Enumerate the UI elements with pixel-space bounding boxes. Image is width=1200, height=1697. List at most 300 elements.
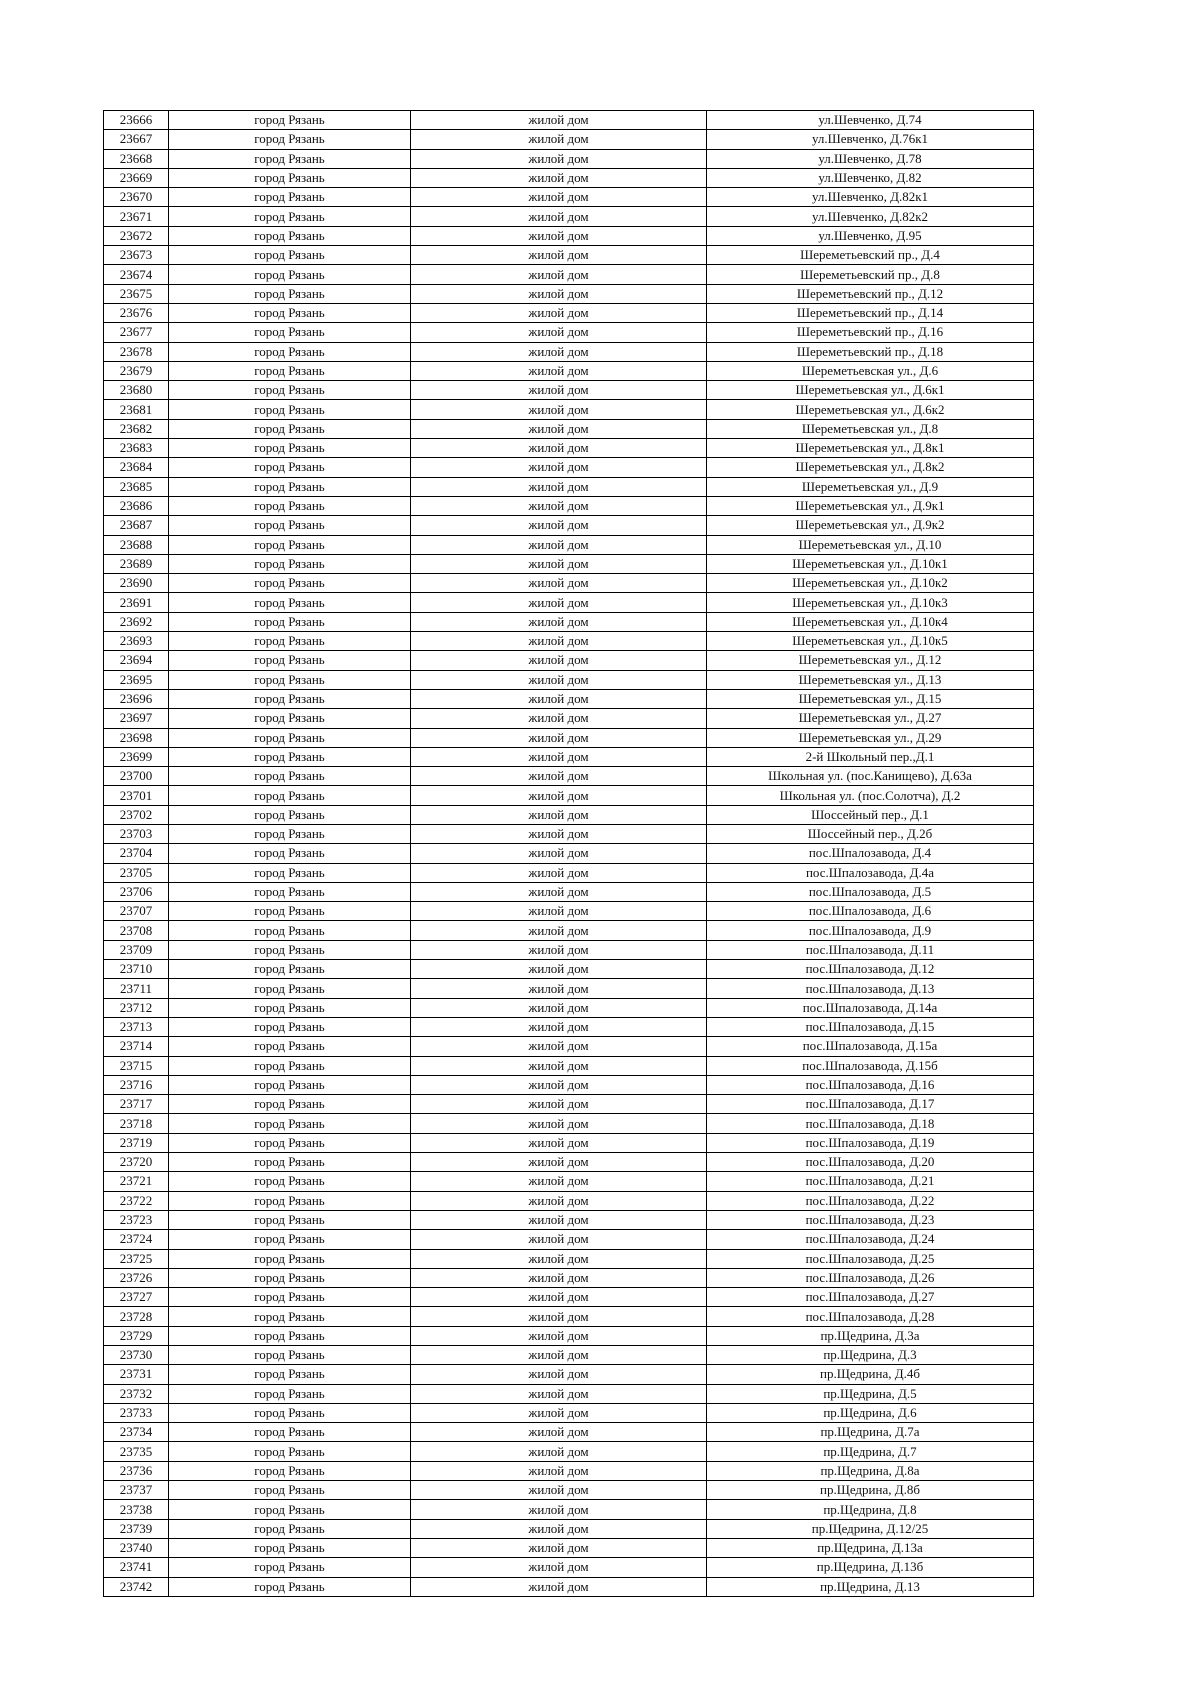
city-cell: город Рязань	[169, 1442, 411, 1461]
address-cell: Шереметьевская ул., Д.8к1	[707, 439, 1034, 458]
city-cell: город Рязань	[169, 593, 411, 612]
address-cell: ул.Шевченко, Д.82к1	[707, 188, 1034, 207]
address-cell: пр.Щедрина, Д.8	[707, 1500, 1034, 1519]
registry-body	[104, 111, 1034, 1597]
table-row	[104, 902, 1034, 921]
city-cell: город Рязань	[169, 1230, 411, 1249]
object-type-cell: жилой дом	[411, 226, 707, 245]
record-number-cell: 23724	[104, 1230, 169, 1249]
object-type-cell: жилой дом	[411, 419, 707, 438]
object-type-cell: жилой дом	[411, 1384, 707, 1403]
object-type-cell: жилой дом	[411, 265, 707, 284]
table-row	[104, 940, 1034, 959]
table-row	[104, 1210, 1034, 1229]
city-cell: город Рязань	[169, 689, 411, 708]
table-row	[104, 709, 1034, 728]
city-cell: город Рязань	[169, 323, 411, 342]
address-cell: Шереметьевская ул., Д.27	[707, 709, 1034, 728]
table-row	[104, 767, 1034, 786]
address-cell: Шереметьевская ул., Д.10к4	[707, 612, 1034, 631]
record-number-cell: 23667	[104, 130, 169, 149]
city-cell: город Рязань	[169, 1153, 411, 1172]
city-cell: город Рязань	[169, 1384, 411, 1403]
table-row	[104, 612, 1034, 631]
address-cell: ул.Шевченко, Д.82	[707, 168, 1034, 187]
city-cell: город Рязань	[169, 1210, 411, 1229]
address-cell: Шереметьевская ул., Д.9к1	[707, 496, 1034, 515]
object-type-cell: жилой дом	[411, 284, 707, 303]
object-type-cell: жилой дом	[411, 882, 707, 901]
address-cell: пр.Щедрина, Д.12/25	[707, 1519, 1034, 1538]
record-number-cell: 23688	[104, 535, 169, 554]
record-number-cell: 23736	[104, 1461, 169, 1480]
city-cell: город Рязань	[169, 1346, 411, 1365]
city-cell: город Рязань	[169, 1423, 411, 1442]
table-row	[104, 188, 1034, 207]
object-type-cell: жилой дом	[411, 998, 707, 1017]
table-row	[104, 1268, 1034, 1287]
table-row	[104, 1346, 1034, 1365]
object-type-cell: жилой дом	[411, 1577, 707, 1596]
table-row	[104, 535, 1034, 554]
record-number-cell: 23711	[104, 979, 169, 998]
object-type-cell: жилой дом	[411, 554, 707, 573]
address-cell: Шереметьевская ул., Д.10к3	[707, 593, 1034, 612]
city-cell: город Рязань	[169, 728, 411, 747]
object-type-cell: жилой дом	[411, 477, 707, 496]
record-number-cell: 23706	[104, 882, 169, 901]
city-cell: город Рязань	[169, 1365, 411, 1384]
city-cell: город Рязань	[169, 1307, 411, 1326]
object-type-cell: жилой дом	[411, 168, 707, 187]
object-type-cell: жилой дом	[411, 1210, 707, 1229]
address-cell: пос.Шпалозавода, Д.18	[707, 1114, 1034, 1133]
object-type-cell: жилой дом	[411, 1403, 707, 1422]
city-cell: город Рязань	[169, 882, 411, 901]
city-cell: город Рязань	[169, 805, 411, 824]
address-cell: Шереметьевская ул., Д.8	[707, 419, 1034, 438]
table-row	[104, 1172, 1034, 1191]
object-type-cell: жилой дом	[411, 1075, 707, 1094]
city-cell: город Рязань	[169, 709, 411, 728]
record-number-cell: 23684	[104, 458, 169, 477]
address-cell: ул.Шевченко, Д.76к1	[707, 130, 1034, 149]
record-number-cell: 23703	[104, 824, 169, 843]
record-number-cell: 23685	[104, 477, 169, 496]
table-row	[104, 998, 1034, 1017]
city-cell: город Рязань	[169, 496, 411, 515]
record-number-cell: 23732	[104, 1384, 169, 1403]
object-type-cell: жилой дом	[411, 728, 707, 747]
table-row	[104, 226, 1034, 245]
object-type-cell: жилой дом	[411, 574, 707, 593]
object-type-cell: жилой дом	[411, 1114, 707, 1133]
city-cell: город Рязань	[169, 1017, 411, 1036]
object-type-cell: жилой дом	[411, 979, 707, 998]
address-cell: пос.Шпалозавода, Д.19	[707, 1133, 1034, 1152]
address-cell: пр.Щедрина, Д.5	[707, 1384, 1034, 1403]
table-row	[104, 1500, 1034, 1519]
record-number-cell: 23676	[104, 303, 169, 322]
table-row	[104, 1017, 1034, 1036]
address-cell: пр.Щедрина, Д.7а	[707, 1423, 1034, 1442]
city-cell: город Рязань	[169, 1114, 411, 1133]
city-cell: город Рязань	[169, 767, 411, 786]
table-row	[104, 149, 1034, 168]
object-type-cell: жилой дом	[411, 1442, 707, 1461]
table-row	[104, 805, 1034, 824]
record-number-cell: 23692	[104, 612, 169, 631]
city-cell: город Рязань	[169, 1249, 411, 1268]
object-type-cell: жилой дом	[411, 844, 707, 863]
address-cell: ул.Шевченко, Д.82к2	[707, 207, 1034, 226]
record-number-cell: 23679	[104, 361, 169, 380]
record-number-cell: 23718	[104, 1114, 169, 1133]
address-cell: пр.Щедрина, Д.8б	[707, 1481, 1034, 1500]
city-cell: город Рязань	[169, 786, 411, 805]
city-cell: город Рязань	[169, 632, 411, 651]
object-type-cell: жилой дом	[411, 516, 707, 535]
record-number-cell: 23687	[104, 516, 169, 535]
city-cell: город Рязань	[169, 535, 411, 554]
address-cell: Шереметьевская ул., Д.13	[707, 670, 1034, 689]
record-number-cell: 23731	[104, 1365, 169, 1384]
object-type-cell: жилой дом	[411, 689, 707, 708]
address-cell: пос.Шпалозавода, Д.16	[707, 1075, 1034, 1094]
record-number-cell: 23728	[104, 1307, 169, 1326]
table-row	[104, 1384, 1034, 1403]
object-type-cell: жилой дом	[411, 670, 707, 689]
record-number-cell: 23696	[104, 689, 169, 708]
object-type-cell: жилой дом	[411, 1307, 707, 1326]
object-type-cell: жилой дом	[411, 1423, 707, 1442]
address-cell: пос.Шпалозавода, Д.28	[707, 1307, 1034, 1326]
record-number-cell: 23713	[104, 1017, 169, 1036]
table-row	[104, 342, 1034, 361]
record-number-cell: 23738	[104, 1500, 169, 1519]
record-number-cell: 23693	[104, 632, 169, 651]
object-type-cell: жилой дом	[411, 1153, 707, 1172]
address-cell: пос.Шпалозавода, Д.14а	[707, 998, 1034, 1017]
address-cell: ул.Шевченко, Д.95	[707, 226, 1034, 245]
address-cell: пос.Шпалозавода, Д.26	[707, 1268, 1034, 1287]
record-number-cell: 23734	[104, 1423, 169, 1442]
address-cell: Шереметьевская ул., Д.6	[707, 361, 1034, 380]
record-number-cell: 23686	[104, 496, 169, 515]
object-type-cell: жилой дом	[411, 1326, 707, 1345]
city-cell: город Рязань	[169, 1519, 411, 1538]
object-type-cell: жилой дом	[411, 786, 707, 805]
city-cell: город Рязань	[169, 1461, 411, 1480]
object-type-cell: жилой дом	[411, 303, 707, 322]
record-number-cell: 23739	[104, 1519, 169, 1538]
record-number-cell: 23689	[104, 554, 169, 573]
table-row	[104, 593, 1034, 612]
address-cell: пос.Шпалозавода, Д.25	[707, 1249, 1034, 1268]
table-row	[104, 1249, 1034, 1268]
address-cell: пос.Шпалозавода, Д.24	[707, 1230, 1034, 1249]
record-number-cell: 23719	[104, 1133, 169, 1152]
address-cell: пос.Шпалозавода, Д.15	[707, 1017, 1034, 1036]
record-number-cell: 23682	[104, 419, 169, 438]
table-row	[104, 844, 1034, 863]
table-row	[104, 1577, 1034, 1596]
object-type-cell: жилой дом	[411, 381, 707, 400]
table-row	[104, 458, 1034, 477]
object-type-cell: жилой дом	[411, 805, 707, 824]
city-cell: город Рязань	[169, 863, 411, 882]
address-cell: Шереметьевская ул., Д.15	[707, 689, 1034, 708]
table-row	[104, 670, 1034, 689]
address-cell: Школьная ул. (пос.Канищево), Д.63а	[707, 767, 1034, 786]
object-type-cell: жилой дом	[411, 1538, 707, 1557]
record-number-cell: 23670	[104, 188, 169, 207]
object-type-cell: жилой дом	[411, 921, 707, 940]
city-cell: город Рязань	[169, 1558, 411, 1577]
city-cell: город Рязань	[169, 1056, 411, 1075]
table-row	[104, 1191, 1034, 1210]
table-row	[104, 477, 1034, 496]
table-row	[104, 303, 1034, 322]
address-cell: Шереметьевская ул., Д.29	[707, 728, 1034, 747]
object-type-cell: жилой дом	[411, 1288, 707, 1307]
record-number-cell: 23683	[104, 439, 169, 458]
object-type-cell: жилой дом	[411, 1017, 707, 1036]
address-cell: пос.Шпалозавода, Д.27	[707, 1288, 1034, 1307]
object-type-cell: жилой дом	[411, 960, 707, 979]
record-number-cell: 23697	[104, 709, 169, 728]
address-cell: пос.Шпалозавода, Д.11	[707, 940, 1034, 959]
table-row	[104, 1558, 1034, 1577]
record-number-cell: 23668	[104, 149, 169, 168]
table-row	[104, 554, 1034, 573]
city-cell: город Рязань	[169, 747, 411, 766]
address-cell: Шоссейный пер., Д.2б	[707, 824, 1034, 843]
object-type-cell: жилой дом	[411, 188, 707, 207]
object-type-cell: жилой дом	[411, 149, 707, 168]
table-row	[104, 1403, 1034, 1422]
address-cell: пос.Шпалозавода, Д.15а	[707, 1037, 1034, 1056]
object-type-cell: жилой дом	[411, 458, 707, 477]
table-row	[104, 747, 1034, 766]
object-type-cell: жилой дом	[411, 1461, 707, 1480]
object-type-cell: жилой дом	[411, 1268, 707, 1287]
city-cell: город Рязань	[169, 149, 411, 168]
record-number-cell: 23690	[104, 574, 169, 593]
table-row	[104, 1423, 1034, 1442]
object-type-cell: жилой дом	[411, 940, 707, 959]
address-cell: Шереметьевская ул., Д.10к1	[707, 554, 1034, 573]
record-number-cell: 23717	[104, 1095, 169, 1114]
table-row	[104, 1288, 1034, 1307]
table-row	[104, 1230, 1034, 1249]
record-number-cell: 23741	[104, 1558, 169, 1577]
address-cell: Шереметьевская ул., Д.9к2	[707, 516, 1034, 535]
address-registry-table	[103, 110, 1034, 1597]
object-type-cell: жилой дом	[411, 632, 707, 651]
address-cell: Шереметьевская ул., Д.10к5	[707, 632, 1034, 651]
city-cell: город Рязань	[169, 1403, 411, 1422]
city-cell: город Рязань	[169, 207, 411, 226]
city-cell: город Рязань	[169, 554, 411, 573]
table-row	[104, 496, 1034, 515]
city-cell: город Рязань	[169, 1538, 411, 1557]
record-number-cell: 23725	[104, 1249, 169, 1268]
address-cell: Шереметьевский пр., Д.4	[707, 246, 1034, 265]
table-row	[104, 824, 1034, 843]
table-row	[104, 1133, 1034, 1152]
object-type-cell: жилой дом	[411, 824, 707, 843]
city-cell: город Рязань	[169, 226, 411, 245]
object-type-cell: жилой дом	[411, 130, 707, 149]
address-cell: Шоссейный пер., Д.1	[707, 805, 1034, 824]
table-row	[104, 632, 1034, 651]
object-type-cell: жилой дом	[411, 246, 707, 265]
address-cell: Шереметьевская ул., Д.8к2	[707, 458, 1034, 477]
city-cell: город Рязань	[169, 284, 411, 303]
record-number-cell: 23700	[104, 767, 169, 786]
record-number-cell: 23721	[104, 1172, 169, 1191]
record-number-cell: 23698	[104, 728, 169, 747]
address-cell: пр.Щедрина, Д.8а	[707, 1461, 1034, 1480]
record-number-cell: 23716	[104, 1075, 169, 1094]
table-row	[104, 381, 1034, 400]
record-number-cell: 23674	[104, 265, 169, 284]
record-number-cell: 23722	[104, 1191, 169, 1210]
object-type-cell: жилой дом	[411, 207, 707, 226]
city-cell: город Рязань	[169, 1481, 411, 1500]
city-cell: город Рязань	[169, 844, 411, 863]
table-row	[104, 168, 1034, 187]
address-cell: ул.Шевченко, Д.78	[707, 149, 1034, 168]
address-cell: Шереметьевский пр., Д.8	[707, 265, 1034, 284]
record-number-cell: 23702	[104, 805, 169, 824]
record-number-cell: 23691	[104, 593, 169, 612]
record-number-cell: 23729	[104, 1326, 169, 1345]
object-type-cell: жилой дом	[411, 1230, 707, 1249]
table-row	[104, 265, 1034, 284]
city-cell: город Рязань	[169, 1075, 411, 1094]
object-type-cell: жилой дом	[411, 1558, 707, 1577]
city-cell: город Рязань	[169, 1268, 411, 1287]
address-cell: пр.Щедрина, Д.6	[707, 1403, 1034, 1422]
record-number-cell: 23714	[104, 1037, 169, 1056]
record-number-cell: 23708	[104, 921, 169, 940]
object-type-cell: жилой дом	[411, 902, 707, 921]
table-row	[104, 786, 1034, 805]
record-number-cell: 23694	[104, 651, 169, 670]
address-cell: пр.Щедрина, Д.4б	[707, 1365, 1034, 1384]
table-row	[104, 361, 1034, 380]
record-number-cell: 23701	[104, 786, 169, 805]
address-cell: Шереметьевский пр., Д.18	[707, 342, 1034, 361]
city-cell: город Рязань	[169, 381, 411, 400]
table-row	[104, 979, 1034, 998]
table-row	[104, 1519, 1034, 1538]
record-number-cell: 23737	[104, 1481, 169, 1500]
table-row	[104, 1442, 1034, 1461]
record-number-cell: 23723	[104, 1210, 169, 1229]
table-row	[104, 130, 1034, 149]
table-row	[104, 863, 1034, 882]
table-row	[104, 439, 1034, 458]
city-cell: город Рязань	[169, 361, 411, 380]
record-number-cell: 23673	[104, 246, 169, 265]
record-number-cell: 23712	[104, 998, 169, 1017]
city-cell: город Рязань	[169, 516, 411, 535]
table-row	[104, 651, 1034, 670]
object-type-cell: жилой дом	[411, 1365, 707, 1384]
city-cell: город Рязань	[169, 1500, 411, 1519]
address-cell: Школьная ул. (пос.Солотча), Д.2	[707, 786, 1034, 805]
record-number-cell: 23715	[104, 1056, 169, 1075]
city-cell: город Рязань	[169, 419, 411, 438]
address-cell: Шереметьевская ул., Д.10к2	[707, 574, 1034, 593]
record-number-cell: 23678	[104, 342, 169, 361]
object-type-cell: жилой дом	[411, 1133, 707, 1152]
table-row	[104, 1481, 1034, 1500]
object-type-cell: жилой дом	[411, 1500, 707, 1519]
object-type-cell: жилой дом	[411, 593, 707, 612]
city-cell: город Рязань	[169, 1191, 411, 1210]
city-cell: город Рязань	[169, 979, 411, 998]
address-cell: пос.Шпалозавода, Д.20	[707, 1153, 1034, 1172]
city-cell: город Рязань	[169, 477, 411, 496]
table-row	[104, 1461, 1034, 1480]
city-cell: город Рязань	[169, 168, 411, 187]
address-cell: Шереметьевская ул., Д.6к2	[707, 400, 1034, 419]
object-type-cell: жилой дом	[411, 342, 707, 361]
city-cell: город Рязань	[169, 1095, 411, 1114]
city-cell: город Рязань	[169, 303, 411, 322]
object-type-cell: жилой дом	[411, 361, 707, 380]
table-row	[104, 574, 1034, 593]
city-cell: город Рязань	[169, 1326, 411, 1345]
address-cell: пр.Щедрина, Д.13б	[707, 1558, 1034, 1577]
city-cell: город Рязань	[169, 824, 411, 843]
city-cell: город Рязань	[169, 265, 411, 284]
city-cell: город Рязань	[169, 130, 411, 149]
record-number-cell: 23707	[104, 902, 169, 921]
record-number-cell: 23677	[104, 323, 169, 342]
record-number-cell: 23666	[104, 111, 169, 130]
table-row	[104, 728, 1034, 747]
object-type-cell: жилой дом	[411, 1037, 707, 1056]
table-row	[104, 1056, 1034, 1075]
city-cell: город Рязань	[169, 439, 411, 458]
city-cell: город Рязань	[169, 458, 411, 477]
object-type-cell: жилой дом	[411, 1249, 707, 1268]
table-row	[104, 1538, 1034, 1557]
city-cell: город Рязань	[169, 612, 411, 631]
city-cell: город Рязань	[169, 1037, 411, 1056]
record-number-cell: 23680	[104, 381, 169, 400]
table-row	[104, 419, 1034, 438]
address-cell: пос.Шпалозавода, Д.12	[707, 960, 1034, 979]
object-type-cell: жилой дом	[411, 1191, 707, 1210]
city-cell: город Рязань	[169, 188, 411, 207]
table-row	[104, 1326, 1034, 1345]
address-cell: пос.Шпалозавода, Д.21	[707, 1172, 1034, 1191]
address-cell: 2-й Школьный пер.,Д.1	[707, 747, 1034, 766]
address-cell: Шереметьевская ул., Д.6к1	[707, 381, 1034, 400]
city-cell: город Рязань	[169, 940, 411, 959]
address-cell: пос.Шпалозавода, Д.15б	[707, 1056, 1034, 1075]
city-cell: город Рязань	[169, 651, 411, 670]
record-number-cell: 23727	[104, 1288, 169, 1307]
city-cell: город Рязань	[169, 998, 411, 1017]
address-cell: пр.Щедрина, Д.13	[707, 1577, 1034, 1596]
